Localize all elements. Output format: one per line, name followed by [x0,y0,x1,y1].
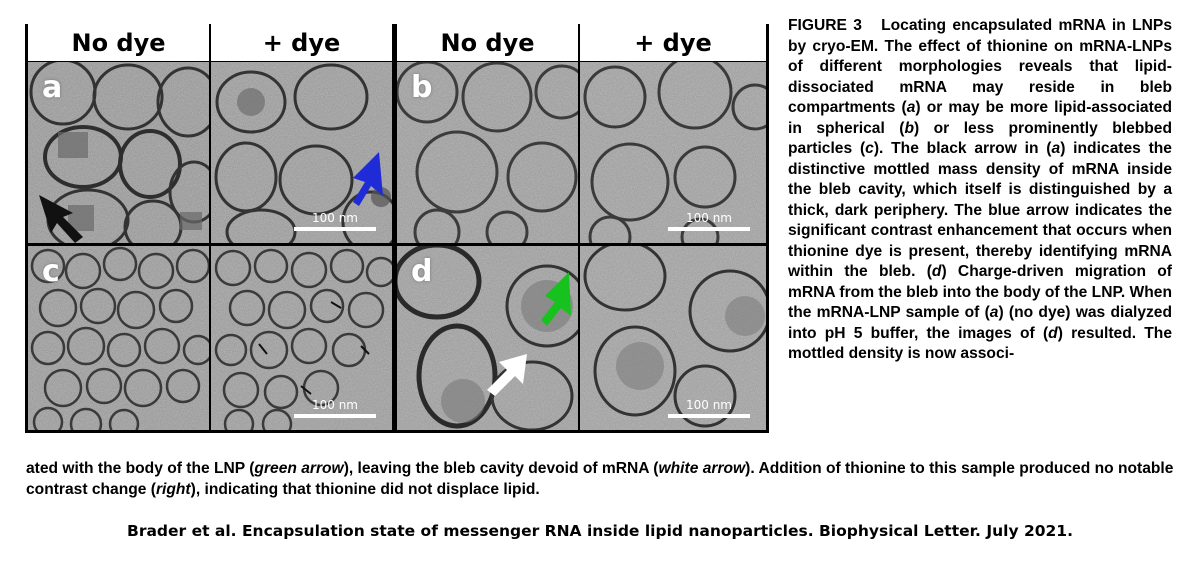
scale-bar-label: 100 nm [311,398,358,412]
caption-text: The effect of thionine on mRNA-LNPs of different morphologies reveals that lipid-dissociated mRNA may reside in bleb compartments ( [788,37,1173,116]
caption-text: ated with the body of the LNP ( [26,460,255,477]
white-arrow-icon [483,350,533,400]
panel-a-dye [211,62,392,243]
caption-text: ) or less prominently blebbed particles ( [788,119,1172,157]
figure-caption-continued [26,458,1186,500]
caption-ref-a: a [1051,140,1061,157]
panel-letter-c: c [42,254,60,289]
scale-bar-label: 100 nm [685,398,732,412]
scale-bar [668,211,750,231]
black-arrow-icon [33,187,93,243]
caption-text: ). Addition of thionine to this sample produced no notable contrast change ( [26,460,1174,498]
caption-text: ), leaving the bleb cavity devoid of mRNA ( [343,460,659,477]
caption-text: ). The black arrow in ( [873,140,1052,157]
panel-b-dye [580,62,766,243]
scale-bar-label: 100 nm [685,211,732,225]
caption-ref-a: a [906,99,916,116]
panel-c-no-dye [28,246,209,430]
caption-ref-c: c [865,140,874,157]
caption-ref-green-arrow: green arrow [254,460,344,477]
blue-arrow-icon [349,150,389,210]
scale-bar-label: 100 nm [311,211,358,225]
green-arrow-icon [539,270,578,330]
panel-d-dye [580,246,766,430]
panel-d-no-dye [397,246,578,430]
panel-letter-b: b [411,70,433,105]
caption-ref-b: b [904,119,914,137]
caption-text: ) indicates the distinctive mottled mass density of mRNA inside the bleb cavity, which itself is distinguished by a thick, dark periphery. The blue arrow indicates the significant contrast enhancement that occurs when thionine dye is present, thereby identifying mRNA within the bleb. ( [788,140,1172,280]
caption-text: ) resulted. The mottled density is now associ- [788,324,1173,362]
figure-title: Locating encapsulated mRNA in LNPs by cryo-EM. [788,17,1173,55]
caption-ref-d: d [1048,324,1058,342]
scale-bar [668,398,750,418]
caption-ref-right: right [155,481,191,498]
citation: Brader et al. Encapsulation state of messenger RNA inside lipid nanoparticles. Biophysical Letter. July 2021. [127,522,1073,540]
column-header-no-dye-right: No dye [397,24,578,61]
caption-text: ) or may be more lipid-associated in spherical ( [788,99,1172,137]
caption-ref-a: a [989,304,999,321]
panel-letter-a: a [42,70,63,105]
figure-caption [788,16,1172,365]
scale-bar [294,211,376,231]
caption-text: ) Charge-driven migration of mRNA from the bleb into the body of the LNP. When the mRNA-LNP sample of ( [788,263,1172,321]
panel-letter-d: d [411,254,433,289]
caption-text: ) (no dye) was dialyzed into pH 5 buffer, the images of ( [788,304,1172,342]
caption-text: ), indicating that thionine did not displace lipid. [190,481,540,498]
scale-bar [294,398,376,418]
figure-label: FIGURE 3 [788,17,862,34]
panel-c-dye [211,246,392,430]
caption-ref-d: d [931,263,942,280]
column-header-dye-right: + dye [580,24,766,61]
panel-a-no-dye [28,62,209,243]
column-header-dye-left: + dye [211,24,392,61]
column-header-no-dye-left: No dye [28,24,209,61]
caption-ref-white-arrow: white arrow [658,460,746,477]
panel-b-no-dye [397,62,578,243]
cryo-em-figure [25,24,769,433]
